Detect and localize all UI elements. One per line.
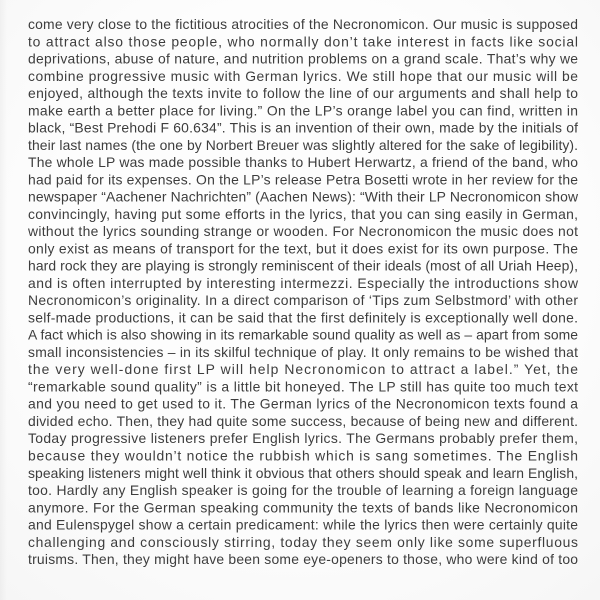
text-line: and Eulenspygel show a certain predicament: while the lyrics then were certainly quite: [28, 516, 578, 533]
text-line: Necronomicon’s originality. In a direct comparison of ‘Tips zum Selbstmord’ with other: [28, 292, 578, 309]
text-line: newspaper “Aachener Nachrichten” (Aachen News): “With their LP Necronomicon show: [28, 188, 578, 205]
text-line: the very well-done first LP will help Necronomicon to attract a label.” Yet, the: [28, 361, 578, 378]
text-line: enjoyed, although the texts invite to follow the line of our arguments and shall help to: [28, 85, 578, 102]
text-line: deprivations, abuse of nature, and nutrition problems on a grand scale. That’s why we: [28, 50, 578, 67]
text-line: to attract also those people, who normally don’t take interest in facts like social: [28, 33, 578, 50]
text-line: Today progressive listeners prefer English lyrics. The Germans probably prefer them,: [28, 430, 578, 447]
text-line: “remarkable sound quality” is a little bit honeyed. The LP still has quite too much text: [28, 378, 578, 395]
text-line: come very close to the fictitious atrocities of the Necronomicon. Our music is supposed: [28, 16, 578, 32]
text-line: anymore. For the German speaking community the texts of bands like Necronomicon: [28, 499, 578, 516]
text-line: make earth a better place for living.” On the LP’s orange label you can find, written in: [28, 102, 578, 119]
text-line: black, “Best Prehodi F 60.634”. This is an invention of their own, made by the initials of: [28, 119, 578, 136]
text-line: because they wouldn’t notice the rubbish which is sang sometimes. The English: [28, 447, 578, 464]
text-line: hard rock they are playing is strongly reminiscent of their ideals (most of all Uriah Heep),: [28, 257, 578, 274]
text-line: small inconsistencies – in its skilful technique of play. It only remains to be wished that: [28, 343, 578, 360]
text-line: convincingly, having put some efforts in the lyrics, that you can sing easily in German,: [28, 205, 578, 222]
text-line: self-made productions, it can be said that the first definitely is exceptionally well done.: [28, 309, 578, 326]
text-line: speaking listeners might well think it obvious that others should speak and learn English,: [28, 464, 578, 481]
text-line: and you need to get used to it. The German lyrics of the Necronomicon texts found a: [28, 395, 578, 412]
text-line: only exist as means of transport for the text, but it does exist for its own purpose. The: [28, 240, 578, 257]
text-line: The whole LP was made possible thanks to Hubert Herwartz, a friend of the band, who: [28, 154, 578, 171]
text-line: without the lyrics sounding strange or wooden. For Necronomicon the music does not: [28, 223, 578, 240]
text-line: too. Hardly any English speaker is going for the trouble of learning a foreign language: [28, 482, 578, 499]
text-line: A fact which is also showing in its remarkable sound quality as well as – apart from some: [28, 326, 578, 343]
text-line: had paid for its expenses. On the LP’s release Petra Bosetti wrote in her review for the: [28, 171, 578, 188]
text-line: challenging and consciously stirring, today they seem only like some superfluous: [28, 533, 578, 550]
text-line: divided echo. Then, they had quite some success, because of being new and different.: [28, 412, 578, 429]
text-line: combine progressive music with German lyrics. We still hope that our music will be: [28, 67, 578, 84]
text-line: their last names (the one by Norbert Breuer was slightly altered for the sake of legibility).: [28, 136, 578, 153]
text-line: truisms. Then, they might have been some eye-openers to those, who were kind of too: [28, 551, 578, 568]
text-line: and is often interrupted by interesting intermezzi. Especially the introductions show: [28, 274, 578, 291]
